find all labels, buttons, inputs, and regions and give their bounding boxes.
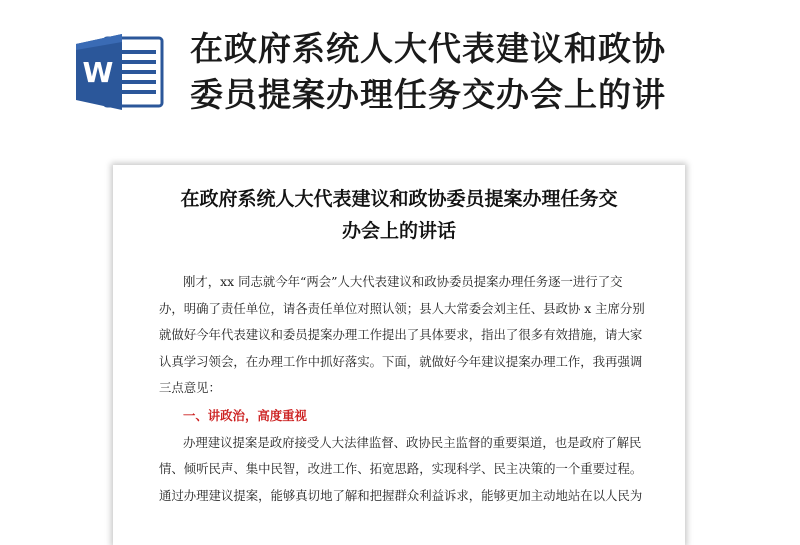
paragraph-line: 办理建议提案是政府接受人大法律监督、政协民主监督的重要渠道，也是政府了解民 (183, 434, 642, 450)
word-icon (74, 32, 166, 112)
document-body (159, 269, 649, 509)
paragraph-line: 情、倾听民声、集中民智，改进工作、拓宽思路，实现科学、民主决策的一个重要过程。 (159, 461, 643, 476)
header-banner (0, 0, 800, 140)
paragraph-line: 就做好今年代表建议和委员提案办理工作提出了具体要求，指出了很多有效措施，请大家 (159, 327, 643, 342)
document-title: 在政府系统人大代表建议和政协委员提案办理任务交 办会上的讲话 (180, 188, 618, 242)
section-heading: 一、讲政治，高度重视 (183, 407, 307, 423)
document-page (113, 165, 685, 545)
paragraph-line: 三点意见： (159, 380, 221, 395)
header-title: 在政府系统人大代表建议和政协 委员提案办理任务交办会上的讲 (190, 29, 666, 114)
paragraph-line: 通过办理建议提案，能够真切地了解和把握群众利益诉求，能够更加主动地站在以人民为 (159, 487, 643, 503)
paragraph-line: 办，明确了责任单位，请各责任单位对照认领；县人大常委会刘主任、县政协 x 主席分别 (159, 300, 645, 316)
paragraph-line: 刚才，xx 同志就今年“两会”人大代表建议和政协委员提案办理任务逐一进行了交 (183, 274, 623, 289)
paragraph-line: 认真学习领会，在办理工作中抓好落实。下面，就做好今年建议提案办理工作，我再强调 (159, 353, 643, 369)
word-icon-letter: W (82, 56, 114, 89)
